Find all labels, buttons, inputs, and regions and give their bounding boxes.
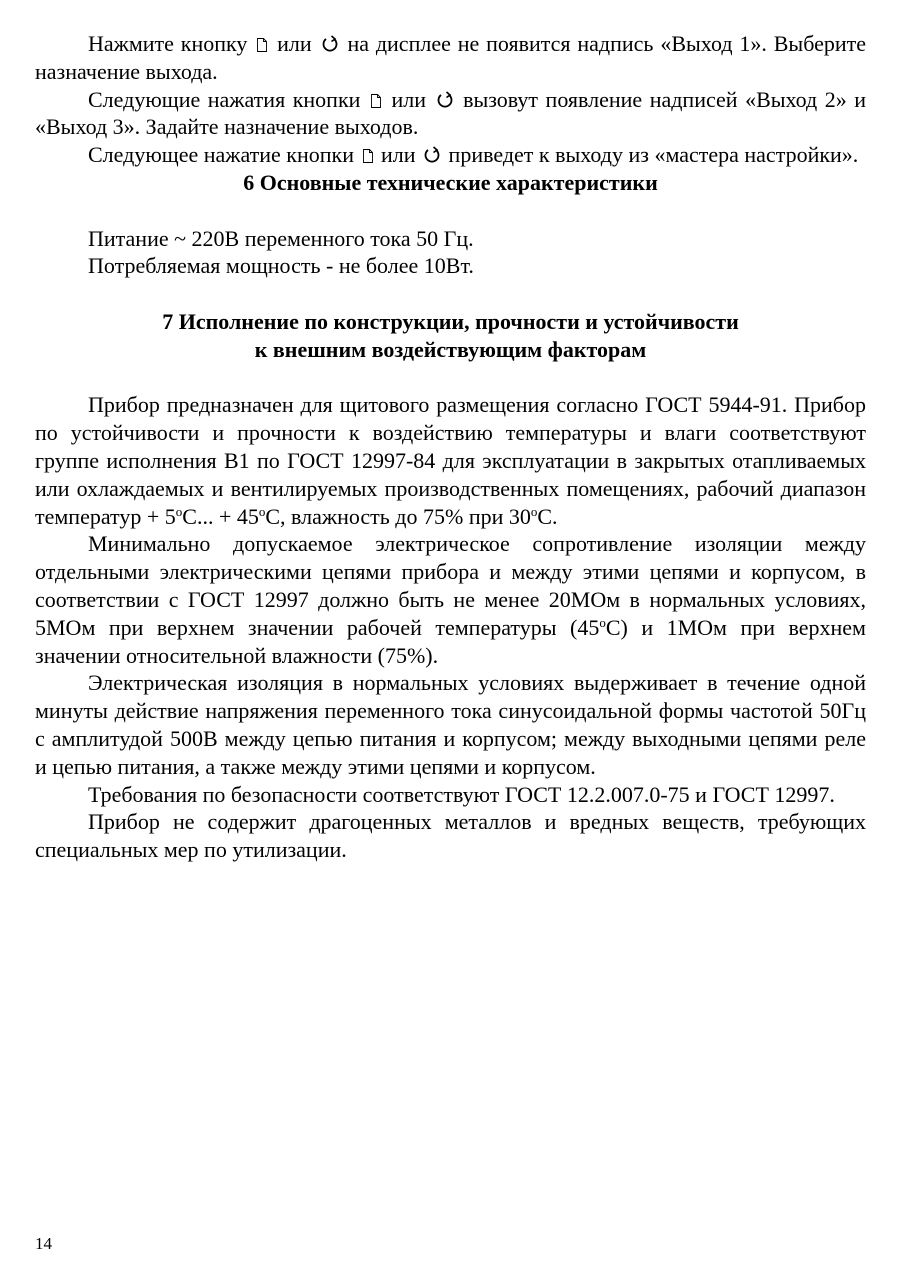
section-6-title: 6 Основные технические характеристики: [243, 169, 658, 195]
text-segment: Нажмите кнопку: [88, 31, 248, 56]
degree-mark: o: [530, 503, 538, 519]
document-icon: [371, 94, 381, 108]
text-segment: или: [381, 142, 416, 168]
refresh-icon: [423, 146, 441, 164]
section-7-title-line-1: 7 Исполнение по конструкции, прочности и устойчивости: [162, 308, 739, 334]
text-segment: С... + 45: [182, 503, 259, 529]
refresh-icon: [321, 35, 339, 53]
text-segment: на дисплее не появится надпись «Выход 1». Выберите назначение выхода.: [35, 31, 867, 84]
degree-mark: o: [258, 503, 266, 519]
text-segment: С.: [537, 503, 558, 529]
intro-paragraph-2: [35, 86, 866, 142]
consumption-spec: Потребляемая мощность - не более 10Вт.: [88, 253, 474, 279]
refresh-icon: [436, 91, 454, 109]
degree-mark: o: [175, 503, 183, 519]
text-segment: или: [277, 31, 312, 56]
spacer: [35, 197, 866, 225]
text-segment: Следующие нажатия кнопки: [88, 86, 361, 112]
text-segment: Прибор предназначен для щитового размещения согласно ГОСТ 5944-91. Прибор по устойчивости и прочности к воздействию температуры и влаги соответствуют группе исполнения В1 по ГОСТ 12997-84 для эксплуатации в закрытых отапливаемых или охлаждаемых и вентилируемых производственных помещениях, рабочий диапазон температур + 5: [35, 392, 866, 529]
section-7-title: [35, 308, 866, 364]
text-segment: вызовут появление надписей «Выход 2» и «Выход 3». Задайте назначение выходов.: [35, 86, 867, 140]
degree-mark: o: [599, 614, 606, 630]
page-number: 14: [35, 1234, 52, 1253]
text-segment: С) и 1МОм при верхнем значении относительной влажности (75%).: [35, 614, 866, 668]
section-7-title-line-2: к внешним воздействующим факторам: [254, 336, 647, 362]
document-icon: [363, 149, 373, 163]
text-segment: приведет к выходу из «мастера настройки».: [448, 142, 859, 168]
text-segment: С, влажность до 75% при 30: [265, 503, 531, 529]
section-7-paragraph-1: [35, 391, 866, 530]
spacer: [35, 364, 866, 392]
text-segment: Минимально допускаемое электрическое сопротивление изоляции между отдельными электрическими цепями прибора и между этими цепями и корпусом, в соответствии с ГОСТ 12997 должно быть не менее 20МОм в нормальных условиях, 5МОм при верхнем значении рабочей температуры (45: [35, 531, 866, 640]
power-spec: Питание ~ 220В переменного тока 50 Гц.: [88, 225, 474, 251]
intro-paragraph-3: [35, 141, 866, 169]
section-7-paragraph-5: Прибор не содержит драгоценных металлов и вредных веществ, требующих специальных мер по утилизации.: [35, 809, 866, 863]
section-7-paragraph-2: [35, 530, 866, 669]
intro-paragraph-1: [35, 30, 866, 86]
section-7-paragraph-3: Электрическая изоляция в нормальных условиях выдерживает в течение одной минуты действие напряжения переменного тока синусоидальной формы частотой 50Гц с амплитудой 500В между цепью питания и корпусом; между выходными цепями реле и цепью питания, а также между этими цепями и корпусом.: [35, 670, 866, 779]
spacer: [35, 280, 866, 308]
section-7-paragraph-4: Требования по безопасности соответствуют ГОСТ 12.2.007.0-75 и ГОСТ 12997.: [88, 781, 835, 807]
document-icon: [257, 38, 267, 52]
text-segment: или: [391, 86, 426, 112]
text-segment: Следующее нажатие кнопки: [88, 142, 355, 168]
document-page: [35, 30, 866, 864]
